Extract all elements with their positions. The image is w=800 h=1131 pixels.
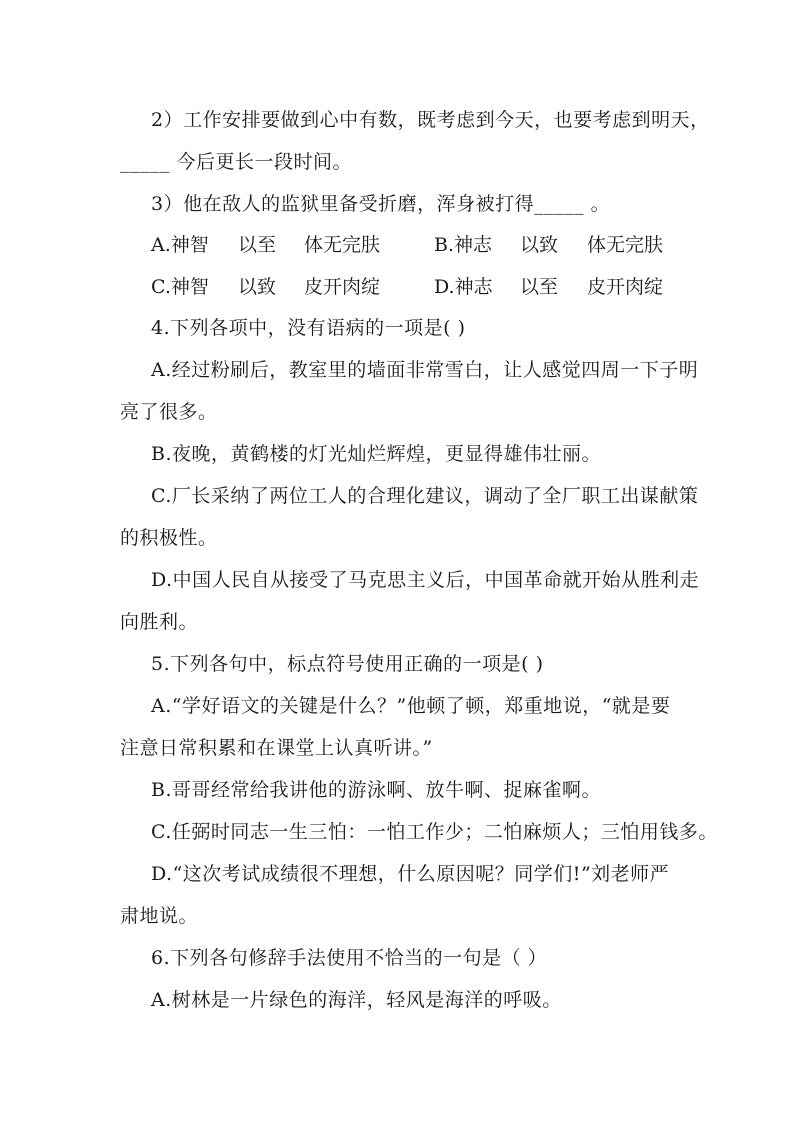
q3-option-d-word1: D.神志 (434, 276, 493, 298)
q3-item2-line2: _____ 今后更长一段时间。 (120, 151, 353, 173)
q5-option-c: C.任弼时同志一生三怕：一怕工作少；二怕麻烦人；三怕用钱多。 (151, 821, 718, 843)
q3-option-a-word3: 体无完肤 (304, 234, 381, 256)
q5-stem: 5.下列各句中，标点符号使用正确的一项是( ) (151, 653, 544, 675)
q3-option-c-word1: C.神智 (151, 276, 209, 298)
q3-option-b-word1: B.神志 (434, 234, 493, 256)
q3-option-b-word2: 以致 (520, 234, 559, 256)
q3-item3: 3）他在敌人的监狱里备受折磨，浑身被打得_____ 。 (151, 193, 611, 215)
q5-option-d-line1: D.“这次考试成绩很不理想，什么原因呢？同学们!”刘老师严 (151, 863, 670, 885)
q6-stem: 6.下列各句修辞手法使用不恰当的一句是（ ） (151, 947, 548, 969)
q3-option-d-word2: 以至 (520, 276, 559, 298)
q5-option-a-line2: 注意日常积累和在课堂上认真听讲。” (120, 737, 433, 759)
q3-option-a-word2: 以至 (238, 234, 277, 256)
q3-option-a-word1: A.神智 (151, 234, 209, 256)
q3-option-d-word3: 皮开肉绽 (587, 276, 664, 298)
q3-option-c-word3: 皮开肉绽 (304, 276, 381, 298)
q4-option-c-line1: C.厂长采纳了两位工人的合理化建议，调动了全厂职工出谋献策 (151, 485, 699, 507)
q3-option-b-word3: 体无完肤 (587, 234, 664, 256)
q5-option-d-line2: 肃地说。 (120, 905, 199, 927)
q3-item2-line1: 2）工作安排要做到心中有数，既考虑到今天，也要考虑到明天， (151, 109, 710, 131)
q4-option-b: B.夜晚，黄鹤楼的灯光灿烂辉煌，更显得雄伟壮丽。 (151, 443, 602, 465)
q6-option-a: A.树林是一片绿色的海洋，轻风是海洋的呼吸。 (151, 989, 562, 1011)
q4-option-a-line1: A.经过粉刷后，教室里的墙面非常雪白，让人感觉四周一下子明 (151, 359, 699, 381)
q4-option-d-line2: 向胜利。 (120, 611, 199, 633)
q5-option-a-line1: A.“学好语文的关键是什么？”他顿了顿，郑重地说，“就是要 (151, 695, 671, 717)
q3-option-c-word2: 以致 (238, 276, 277, 298)
q4-stem: 4.下列各项中，没有语病的一项是( ) (151, 317, 466, 339)
q5-option-b: B.哥哥经常给我讲他的游泳啊、放牛啊、捉麻雀啊。 (151, 779, 602, 801)
q4-option-c-line2: 的积极性。 (120, 527, 218, 549)
q4-option-d-line1: D.中国人民自从接受了马克思主义后，中国革命就开始从胜利走 (151, 569, 700, 591)
q4-option-a-line2: 亮了很多。 (120, 401, 218, 423)
